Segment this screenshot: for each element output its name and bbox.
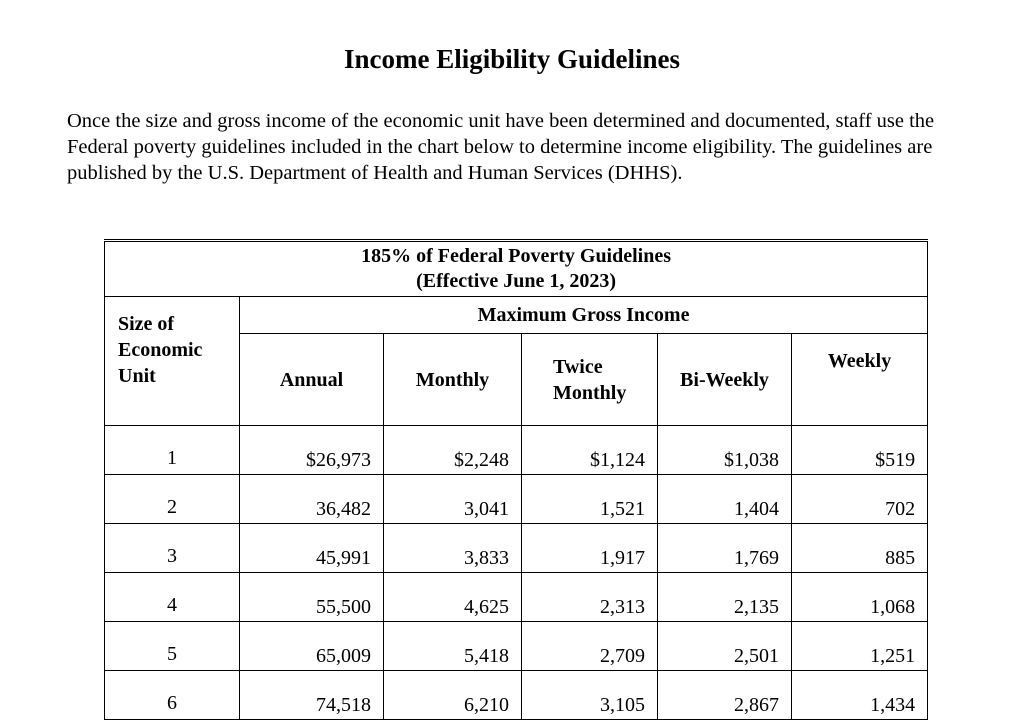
cell-monthly: $2,248 <box>384 426 522 475</box>
table-row <box>105 426 928 475</box>
table-row <box>105 524 928 573</box>
cell-bi-weekly: $1,038 <box>658 426 792 475</box>
cell-unit-size: 5 <box>105 622 240 671</box>
cell-weekly: 1,434 <box>792 671 928 720</box>
column-header-weekly: Weekly <box>792 334 928 426</box>
column-header-annual: Annual <box>240 334 384 426</box>
caption-line-2: (Effective June 1, 2023) <box>416 270 617 292</box>
cell-twice-monthly: 2,313 <box>522 573 658 622</box>
cell-twice-monthly: 1,521 <box>522 475 658 524</box>
cell-weekly: 885 <box>792 524 928 573</box>
cell-annual: $26,973 <box>240 426 384 475</box>
cell-bi-weekly: 2,501 <box>658 622 792 671</box>
cell-monthly: 4,625 <box>384 573 522 622</box>
cell-monthly: 6,210 <box>384 671 522 720</box>
poverty-guidelines-table <box>104 239 928 720</box>
cell-unit-size: 1 <box>105 426 240 475</box>
column-header-twice-monthly: Twice Monthly <box>522 334 658 426</box>
cell-twice-monthly: $1,124 <box>522 426 658 475</box>
cell-twice-monthly: 2,709 <box>522 622 658 671</box>
cell-unit-size: 6 <box>105 671 240 720</box>
table-row <box>105 671 928 720</box>
cell-unit-size: 3 <box>105 524 240 573</box>
cell-annual: 65,009 <box>240 622 384 671</box>
cell-bi-weekly: 2,135 <box>658 573 792 622</box>
caption-line-1: 185% of Federal Poverty Guidelines <box>361 245 672 267</box>
intro-paragraph: Once the size and gross income of the economic unit have been determined and documented, staff use the Federal poverty guidelines included in the chart below to determine income eligibility. The guidelines are published by the U.S. Department of Health and Human Services (DHHS). <box>67 110 935 184</box>
cell-monthly: 5,418 <box>384 622 522 671</box>
cell-bi-weekly: 1,769 <box>658 524 792 573</box>
column-header-monthly: Monthly <box>384 334 522 426</box>
cell-annual: 36,482 <box>240 475 384 524</box>
cell-annual: 55,500 <box>240 573 384 622</box>
cell-weekly: 702 <box>792 475 928 524</box>
cell-unit-size: 4 <box>105 573 240 622</box>
group-header: Maximum Gross Income <box>240 297 928 334</box>
cell-twice-monthly: 3,105 <box>522 671 658 720</box>
column-header-bi-weekly: Bi-Weekly <box>658 334 792 426</box>
cell-weekly: 1,251 <box>792 622 928 671</box>
cell-bi-weekly: 1,404 <box>658 475 792 524</box>
page-title: Income Eligibility Guidelines <box>343 44 681 74</box>
cell-weekly: 1,068 <box>792 573 928 622</box>
cell-weekly: $519 <box>792 426 928 475</box>
cell-annual: 74,518 <box>240 671 384 720</box>
size-header: Size of Economic Unit <box>105 297 240 426</box>
cell-monthly: 3,041 <box>384 475 522 524</box>
cell-annual: 45,991 <box>240 524 384 573</box>
table-caption <box>105 241 928 297</box>
cell-twice-monthly: 1,917 <box>522 524 658 573</box>
cell-bi-weekly: 2,867 <box>658 671 792 720</box>
cell-unit-size: 2 <box>105 475 240 524</box>
cell-monthly: 3,833 <box>384 524 522 573</box>
table-row <box>105 573 928 622</box>
table-row <box>105 475 928 524</box>
table-row <box>105 622 928 671</box>
